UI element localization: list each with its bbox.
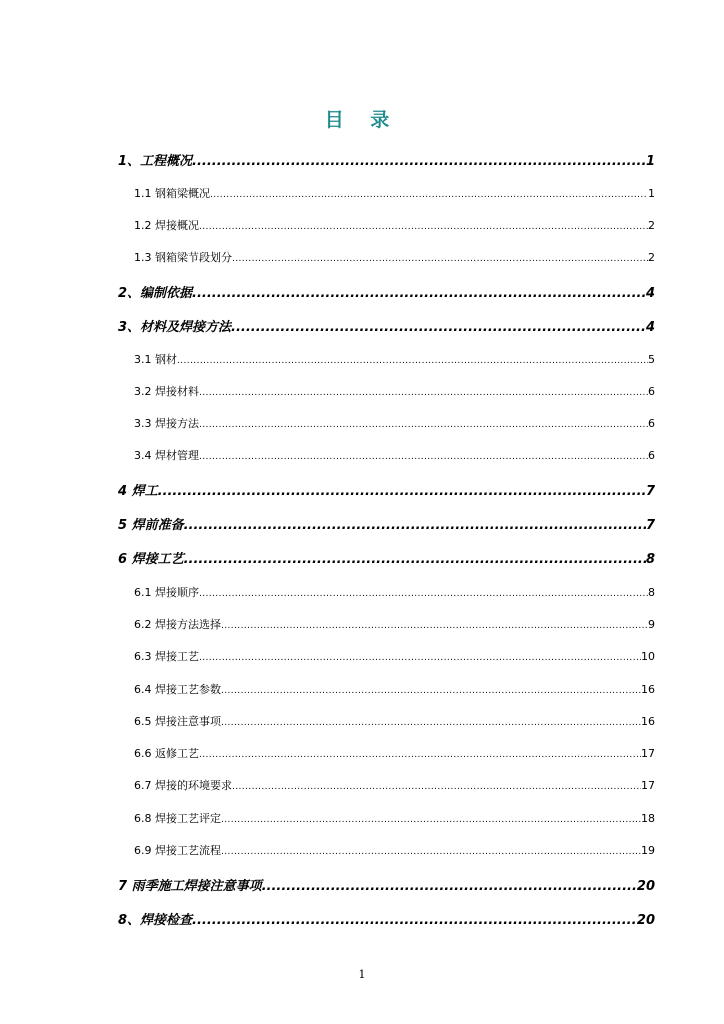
toc-entry[interactable]	[118, 316, 655, 335]
toc-entry[interactable]	[118, 909, 655, 928]
toc-entry[interactable]	[118, 548, 655, 567]
toc-entry[interactable]	[118, 282, 655, 301]
toc-entry-page: 8	[645, 552, 655, 567]
toc-entry-label: 6.4 焊接工艺参数	[134, 683, 221, 696]
toc-entry-page: 7	[645, 518, 655, 533]
toc-leader-dots	[184, 552, 646, 567]
toc-leader-dots	[221, 621, 648, 631]
toc-leader-dots	[177, 356, 648, 366]
toc-entry-page: 9	[648, 618, 655, 631]
toc-entry-label: 1.1 钢箱梁概况	[134, 187, 210, 200]
toc-leader-dots	[199, 750, 641, 760]
toc-entry-page: 17	[641, 779, 655, 792]
toc-entry-label: 4 焊工	[118, 484, 158, 499]
toc-entry-page: 5	[648, 353, 655, 366]
toc-entry-label: 2、编制依据	[118, 286, 193, 301]
toc-entry[interactable]	[134, 383, 655, 399]
toc-entry[interactable]	[118, 150, 655, 169]
toc-entry-page: 6	[648, 417, 655, 430]
toc-leader-dots	[231, 320, 646, 335]
toc-leader-dots	[199, 388, 648, 398]
toc-entry-page: 16	[641, 715, 655, 728]
toc-entry-label: 1.2 焊接概况	[134, 219, 199, 232]
toc-leader-dots	[262, 879, 637, 894]
toc-entry[interactable]	[134, 810, 655, 826]
footer-page-number: 1	[358, 968, 366, 981]
toc-entry-page: 20	[636, 913, 655, 928]
toc-entry-label: 3.3 焊接方法	[134, 417, 199, 430]
toc-entry-page: 10	[641, 650, 655, 663]
toc-entry[interactable]	[134, 447, 655, 463]
toc-leader-dots	[199, 452, 648, 462]
toc-entry[interactable]	[134, 681, 655, 697]
toc-entry[interactable]	[118, 514, 655, 533]
toc-leader-dots	[221, 815, 641, 825]
toc-entry[interactable]	[118, 875, 655, 894]
toc-entry-label: 3、材料及焊接方法	[118, 320, 232, 335]
toc-leader-dots	[221, 718, 641, 728]
toc-entry[interactable]	[118, 480, 655, 499]
toc-entry-page: 19	[641, 844, 655, 857]
toc-entry-label: 6.2 焊接方法选择	[134, 618, 221, 631]
toc-entry-label: 8、焊接检查	[118, 913, 193, 928]
toc-leader-dots	[232, 254, 648, 264]
toc-entry[interactable]	[134, 249, 655, 265]
toc-entry[interactable]	[134, 185, 655, 201]
toc-entry-page: 18	[641, 812, 655, 825]
toc-entry-label: 1.3 钢箱梁节段划分	[134, 251, 232, 264]
toc-leader-dots	[199, 420, 648, 430]
toc-entry-label: 6.6 返修工艺	[134, 747, 199, 760]
toc-entry-label: 6.7 焊接的环境要求	[134, 779, 232, 792]
toc-entry-page: 17	[641, 747, 655, 760]
toc-entry[interactable]	[134, 217, 655, 233]
toc-entry-label: 6.5 焊接注意事项	[134, 715, 221, 728]
toc-entry[interactable]	[134, 745, 655, 761]
toc-entry-page: 1	[648, 187, 655, 200]
toc-entry-page: 4	[645, 320, 655, 335]
toc-leader-dots	[232, 782, 641, 792]
toc-entry-page: 6	[648, 385, 655, 398]
toc-entry-page: 16	[641, 683, 655, 696]
toc-entry[interactable]	[134, 842, 655, 858]
toc-entry[interactable]	[134, 777, 655, 793]
toc-entry-label: 7 雨季施工焊接注意事项	[118, 879, 262, 894]
toc-entry[interactable]	[134, 648, 655, 664]
toc-leader-dots	[199, 589, 648, 599]
toc-entry-label: 5 焊前准备	[118, 518, 184, 533]
toc-entry-page: 2	[648, 251, 655, 264]
toc-entry-label: 3.2 焊接材料	[134, 385, 199, 398]
toc-entry[interactable]	[134, 584, 655, 600]
toc-leader-dots	[199, 653, 641, 663]
toc-title: 目 录	[324, 109, 400, 131]
toc-entry-label: 6.1 焊接顺序	[134, 586, 199, 599]
toc-leader-dots	[221, 686, 641, 696]
toc-entry[interactable]	[134, 351, 655, 367]
toc-entry-label: 3.1 钢材	[134, 353, 177, 366]
toc-leader-dots	[192, 286, 646, 301]
toc-entry[interactable]	[134, 713, 655, 729]
toc-leader-dots	[210, 190, 648, 200]
toc-leader-dots	[192, 154, 646, 169]
toc-leader-dots	[199, 222, 648, 232]
toc-entry-page: 6	[648, 449, 655, 462]
toc-entry-page: 7	[645, 484, 655, 499]
toc-entry-label: 6.9 焊接工艺流程	[134, 844, 221, 857]
toc-entry-label: 6 焊接工艺	[118, 552, 184, 567]
toc-leader-dots	[158, 484, 646, 499]
toc-leader-dots	[221, 847, 641, 857]
toc-entry-page: 1	[645, 154, 655, 169]
toc-entry[interactable]	[134, 415, 655, 431]
toc-entry-page: 4	[645, 286, 655, 301]
toc-entry-label: 3.4 焊材管理	[134, 449, 199, 462]
toc-entry-label: 6.3 焊接工艺	[134, 650, 199, 663]
toc-leader-dots	[184, 518, 646, 533]
toc-entry-page: 20	[636, 879, 655, 894]
toc-leader-dots	[192, 913, 637, 928]
toc-entry-page: 2	[648, 219, 655, 232]
toc-entry[interactable]	[134, 616, 655, 632]
toc-entry-page: 8	[648, 586, 655, 599]
toc-entry-label: 1、工程概况	[118, 154, 193, 169]
toc-entry-label: 6.8 焊接工艺评定	[134, 812, 221, 825]
